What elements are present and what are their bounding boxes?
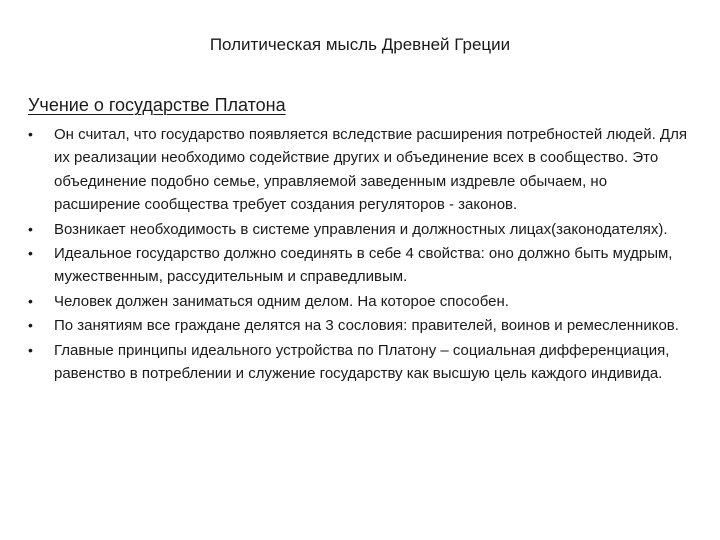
slide-title: Политическая мысль Древней Греции: [209, 35, 511, 54]
bullet-list: [28, 123, 696, 386]
bullet-text: Возникает необходимость в системе управления и должностных лицах(законодателях).: [54, 220, 668, 238]
bullet-text: Главные принципы идеального устройства по Платону – социальная дифференциация, равенство в потреблении и служение государству как высшую цель каждого индивида.: [54, 341, 670, 383]
bullet-marker: •: [28, 126, 33, 142]
bullet-text: Человек должен заниматься одним делом. На которое способен.: [54, 292, 509, 310]
bullet-item: [28, 218, 696, 241]
bullet-item: [28, 339, 696, 386]
bullet-marker: •: [28, 220, 33, 237]
bullet-text: Он считал, что государство появляется вследствие расширения потребностей людей. Для их реализации необходимо содействие других и объединение всех в сообщество. Это объединение подобно семье, управляемой заведенным издревле обычаем, но расширение сообщества требует создания регуляторов - законов.: [54, 126, 687, 214]
bullet-marker: •: [28, 292, 33, 309]
bullet-marker: •: [28, 341, 33, 358]
bullet-item: [28, 123, 696, 217]
bullet-item: [28, 314, 696, 337]
bullet-marker: •: [28, 245, 33, 262]
bullet-text: Идеальное государство должно соединять в себе 4 свойства: оно должно быть мудрым, мужественным, рассудительным и справедливым.: [54, 245, 673, 286]
bullet-item: [28, 290, 696, 313]
bullet-marker: •: [28, 317, 33, 334]
bullet-text: По занятиям все граждане делятся на 3 сословия: правителей, воинов и ремесленников.: [54, 317, 679, 335]
bullet-item: [28, 242, 696, 289]
slide-subtitle: Учение о государстве Платона: [28, 95, 286, 115]
